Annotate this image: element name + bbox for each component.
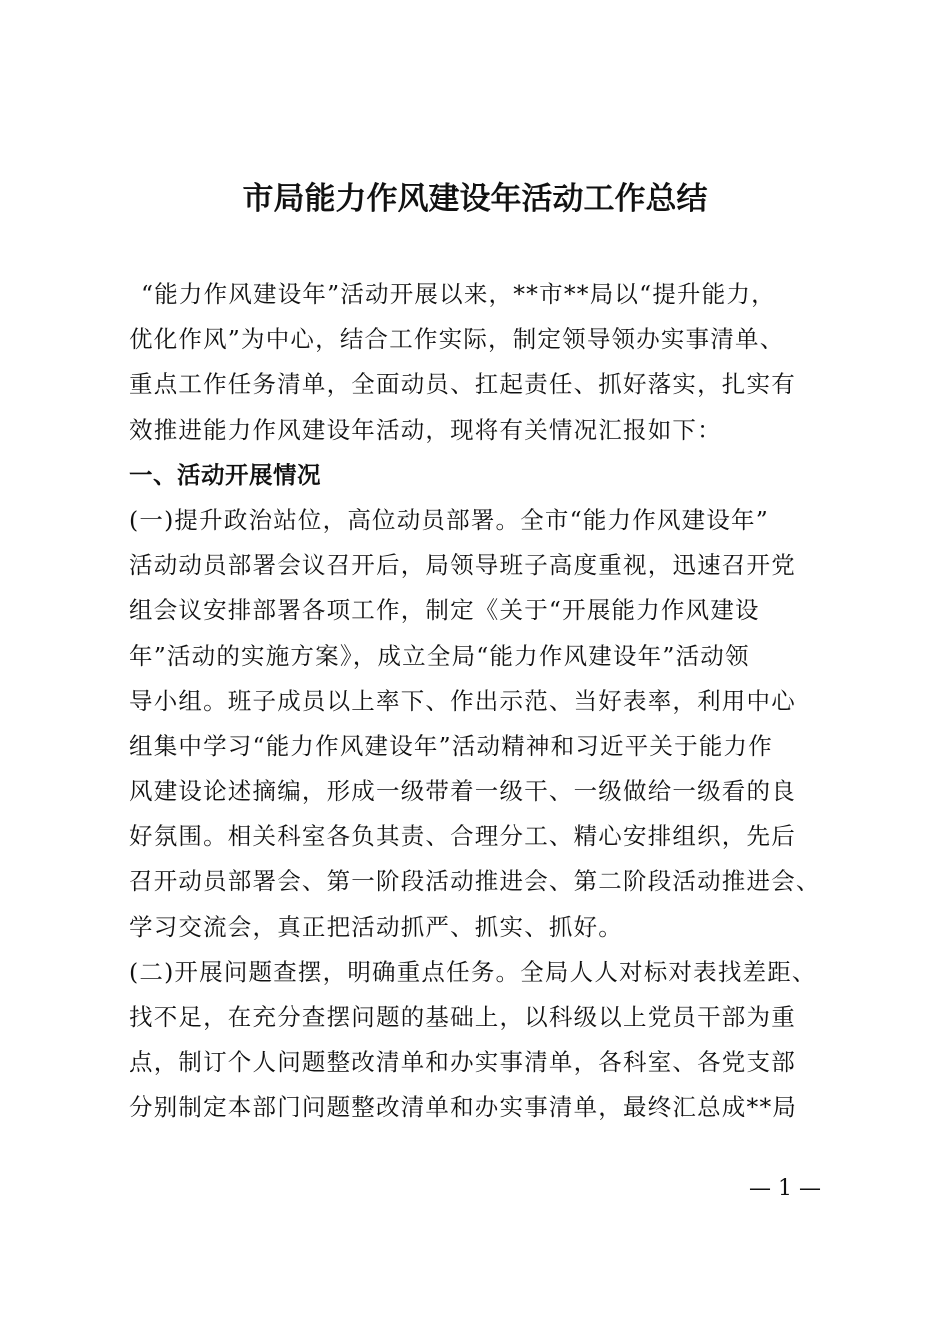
paragraph-line: (二)开展问题查摆，明确重点任务。全局人人对标对表找差距、 [129, 957, 817, 986]
page-number: — 1 — [749, 1176, 821, 1201]
paragraph-line: 召开动员部署会、第一阶段活动推进会、第二阶段活动推进会、 [129, 867, 821, 896]
paragraph-line: 风建设论述摘编，形成一级带着一级干、一级做给一级看的良 [129, 777, 796, 806]
paragraph-line: (一)提升政治站位，高位动员部署。全市“能力作风建设年” [129, 505, 769, 534]
document-title: 市局能力作风建设年活动工作总结 [242, 181, 708, 217]
paragraph-line: 重点工作任务清单，全面动员、扛起责任、抓好落实，扎实有 [129, 370, 796, 399]
paragraph-line: 组集中学习“能力作风建设年”活动精神和习近平关于能力作 [129, 731, 773, 760]
section-heading: 一、活动开展情况 [129, 460, 321, 489]
paragraph-line: 效推进能力作风建设年活动，现将有关情况汇报如下： [129, 415, 722, 444]
paragraph-line: “能力作风建设年”活动开展以来，**市**局以“提升能力， [141, 280, 776, 308]
paragraph-line: 年”活动的实施方案》，成立全局“能力作风建设年”活动领 [129, 641, 750, 670]
paragraph-line: 活动动员部署会议召开后，局领导班子高度重视，迅速召开党 [129, 551, 796, 580]
paragraph-line: 分别制定本部门问题整改清单和办实事清单，最终汇总成**局 [129, 1093, 798, 1122]
paragraph-line: 学习交流会，真正把活动抓严、抓实、抓好。 [129, 912, 623, 941]
paragraph-line: 找不足，在充分查摆问题的基础上，以科级以上党员干部为重 [129, 1003, 796, 1031]
paragraph-line: 点，制订个人问题整改清单和办实事清单，各科室、各党支部 [129, 1048, 796, 1077]
paragraph-line: 优化作风”为中心，结合工作实际，制定领导领办实事清单、 [129, 325, 785, 354]
paragraph-line: 组会议安排部署各项工作，制定《关于“开展能力作风建设 [129, 596, 760, 625]
document-body [129, 272, 849, 1131]
paragraph-line: 好氛围。相关科室各负其责、合理分工、精心安排组织，先后 [129, 822, 796, 851]
paragraph-line: 导小组。班子成员以上率下、作出示范、当好表率，利用中心 [129, 686, 796, 715]
